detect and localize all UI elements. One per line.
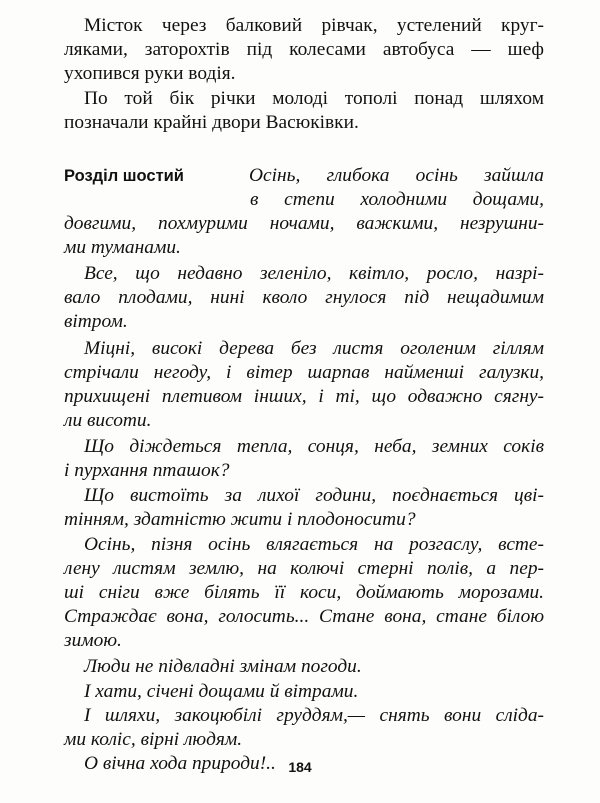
text-line: вітром. [64, 311, 128, 332]
text-line: зимою. [64, 630, 122, 651]
text-line: ухопився руки водія. [64, 63, 236, 84]
text-line: позначали крайні двори Васюківки. [64, 112, 359, 133]
text-line: Страждає вона, голосить... Стане вона, стане білою [64, 606, 544, 627]
chapter-title: Розділ шостий [64, 167, 184, 185]
page-number: 184 [288, 759, 312, 775]
text-line: ші сніги вже білять її коси, доймають морозами. [64, 582, 544, 603]
text-line: в степи холодними дощами, [250, 189, 544, 210]
text-line: О вічна хода природи!.. [84, 753, 276, 774]
text-line: лену листям землю, на колючі стерні полів, а пер- [64, 558, 544, 579]
text-line: Осінь, глибока осінь зайшла [249, 165, 544, 186]
text-line: І шляхи, закоцюбілі груддям,— снять вони сліда- [84, 705, 544, 726]
text-line: ми туманами. [64, 237, 181, 258]
text-line: Що діждеться тепла, сонця, неба, земних соків [84, 436, 544, 457]
text-line: довгими, похмурими ночами, важкими, незрушни- [64, 213, 544, 234]
text-line: вало плодами, нині кволо гнулося під нещадимим [64, 287, 544, 308]
text-line: Все, що недавно зеленіло, квітло, росло, назрі- [84, 263, 544, 284]
text-line: ляками, заторохтів під колесами автобуса — шеф [64, 39, 544, 60]
text-line: ми коліс, вірні людям. [64, 729, 243, 750]
text-line: Осінь, пізня осінь влягається на розгаслу, всте- [84, 534, 544, 555]
text-line: Люди не підвладні змінам погоди. [84, 656, 362, 677]
text-line: і пурхання пташок? [64, 460, 230, 481]
text-line: прихищені плетивом інших, і ті, що одважно сягну- [64, 386, 544, 407]
text-line: Що вистоїть за лихої години, поєднається цві- [84, 485, 544, 506]
text-line: стрічали негоду, і вітер шарпав найменші галузки, [64, 362, 544, 383]
text-line: І хати, січені дощами й вітрами. [84, 681, 359, 702]
text-line: ли висоти. [64, 410, 152, 431]
text-line: По той бік річки молоді тополі понад шляхом [84, 88, 544, 109]
text-line: Місток через балковий рівчак, устелений круг- [84, 15, 544, 36]
text-line: Міцні, високі дерева без листя оголеним гіллям [84, 338, 544, 359]
text-line: тінням, здатністю жити і плодоносити? [64, 509, 416, 530]
chapter-heading-row [64, 164, 544, 188]
